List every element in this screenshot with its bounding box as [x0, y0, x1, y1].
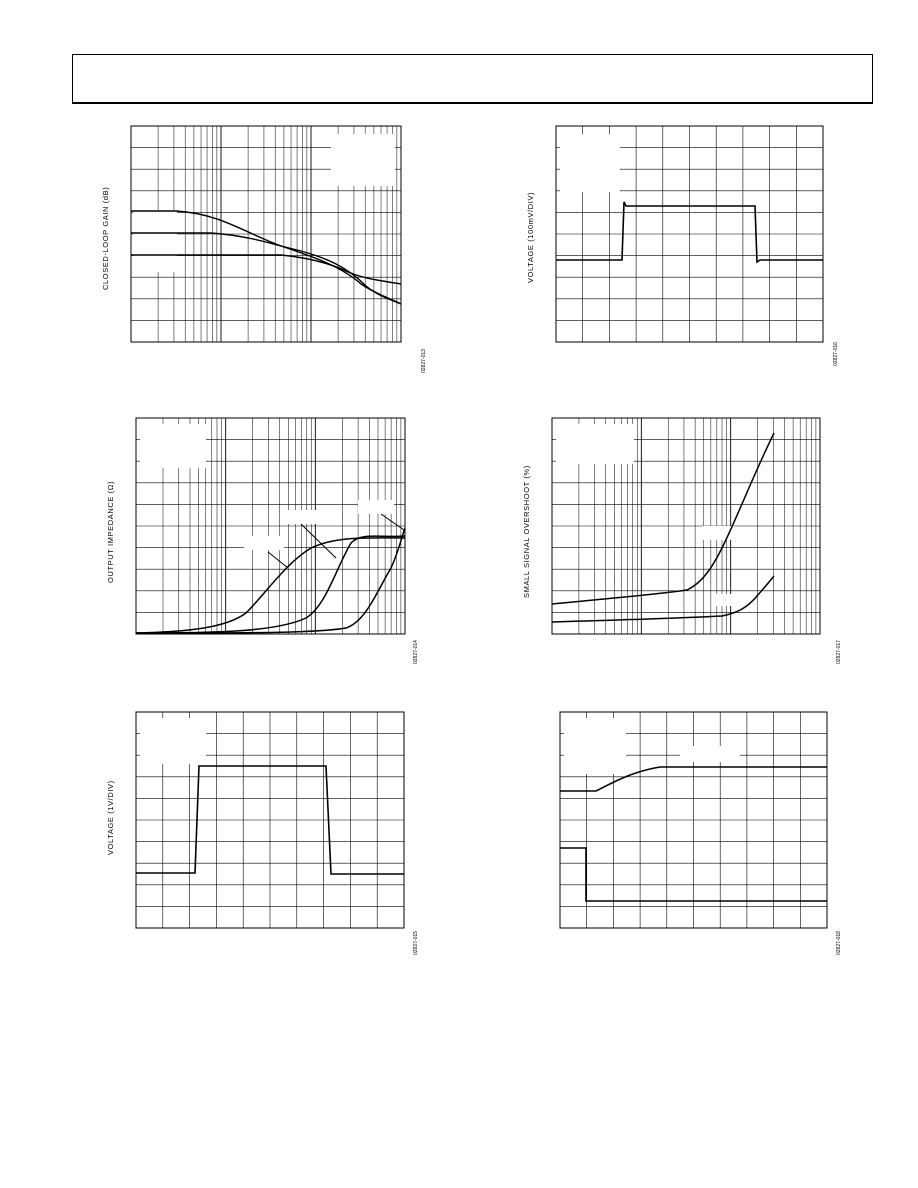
chart-small-signal-overshoot-svg: [552, 418, 820, 634]
chart-output-impedance-svg: [136, 418, 405, 634]
legend-box: [140, 424, 206, 468]
chart-voltage-1v: [136, 712, 404, 928]
chart-output-impedance: [136, 418, 405, 634]
label-box: [680, 746, 740, 762]
y-axis-label: VOLTAGE (1V/DIV): [106, 780, 115, 855]
legend-box: [560, 134, 620, 192]
legend-box: [564, 718, 626, 774]
label-box: [712, 594, 742, 606]
annotation-arrow: [268, 552, 288, 568]
chart-voltage-1v-svg: [136, 712, 404, 928]
chart-small-signal-overshoot: [552, 418, 820, 634]
figure-id: 02827-018: [836, 931, 842, 955]
figure-id: 02827-016: [833, 342, 839, 366]
figure-id: 02827-013: [421, 349, 427, 373]
chart-pulse-response: [560, 712, 827, 928]
page-header-box: [72, 54, 873, 104]
label-box: [358, 500, 394, 514]
annotation-arrow: [381, 514, 404, 530]
label-box: [280, 510, 322, 524]
legend-box: [331, 134, 395, 186]
figure-id: 02827-017: [836, 640, 842, 664]
y-axis-label: CLOSED-LOOP GAIN (dB): [101, 186, 110, 290]
figure-id: 02827-015: [413, 931, 419, 955]
legend-box: [140, 718, 206, 764]
legend-box: [556, 424, 634, 464]
y-axis-label: SMALL SIGNAL OVERSHOOT (%): [522, 465, 531, 598]
y-axis-label: VOLTAGE (100mV/DIV): [526, 191, 535, 283]
label-box: [244, 536, 284, 550]
chart-voltage-100mv-svg: [556, 126, 823, 342]
chart-closed-loop-gain-svg: [131, 126, 401, 342]
chart-voltage-100mv: [556, 126, 823, 342]
figure-id: 02827-014: [413, 640, 419, 664]
series-line: [136, 538, 405, 633]
chart-closed-loop-gain: [131, 126, 401, 342]
label-box: [133, 210, 177, 272]
y-axis-label: OUTPUT IMPEDANCE (Ω): [106, 480, 115, 583]
chart-pulse-response-svg: [560, 712, 827, 928]
